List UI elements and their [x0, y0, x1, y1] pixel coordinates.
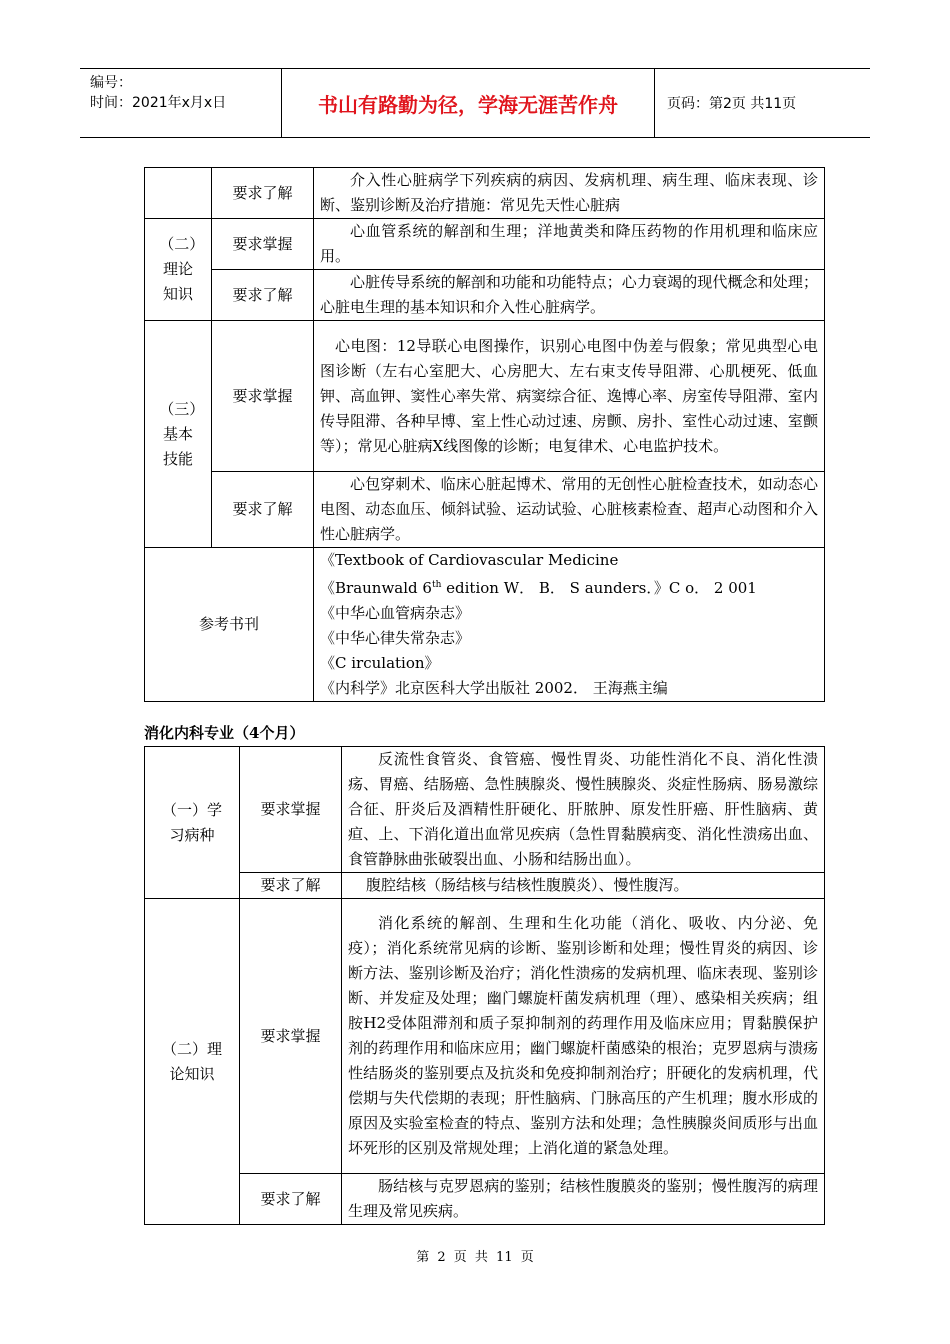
page-footer: 第 2 页 共 11 页	[416, 1250, 534, 1265]
requirement-cell: 要求掌握	[240, 747, 342, 873]
header-page-info: 页码：第2页 共11页	[667, 96, 797, 112]
content-cell: 心电图：12导联心电图操作，识别心电图中伪差与假象；常见典型心电图诊断（左右心室肥大、心房肥大、左右束支传导阻滞、心肌梗死、低血钾、高血钾、窦性心率失常、病窦综合征、逸博心率、房室传导阻滞、室内传导阻滞、各种早博、室上性心动过速、房颤、房扑、室性心动过速、室颤等）；常见心脏病X线图像的诊断；电复律术、心电监护技术。	[314, 321, 825, 472]
table-row	[145, 873, 825, 899]
content-cell: 肠结核与克罗恩病的鉴别；结核性腹膜炎的鉴别；慢性腹泻的病理生理及常见疾病。	[342, 1174, 825, 1225]
content-cell: 介入性心脏病学下列疾病的病因、发病机理、病生理、临床表现、诊断、鉴别诊断及治疗措施：常见先天性心脏病	[314, 168, 825, 219]
cardiology-table	[144, 167, 825, 702]
section-cell: （二）理论知识	[145, 219, 212, 321]
table-row	[145, 472, 825, 548]
content-cell: 反流性食管炎、食管癌、慢性胃炎、功能性消化不良、消化性溃疡、胃癌、结肠癌、急性胰腺炎、慢性胰腺炎、炎症性肠病、肠易激综合征、肝炎后及酒精性肝硬化、肝脓肿、原发性肝癌、肝性脑病、黄疸、上、下消化道出血常见疾病（急性胃黏膜病变、消化性溃疡出血、食管静脉曲张破裂出血、小肠和结肠出血）。	[342, 747, 825, 873]
superscript: th	[431, 580, 442, 590]
requirement-cell: 要求了解	[240, 1174, 342, 1225]
content-cell: 心血管系统的解剖和生理；洋地黄类和降压药物的作用机理和临床应用。	[314, 219, 825, 270]
content-cell: 心脏传导系统的解剖和功能和功能特点；心力衰竭的现代概念和处理；心脏电生理的基本知识和介入性心脏病学。	[314, 270, 825, 321]
reference-item: 《C irculation》	[320, 654, 440, 672]
reference-item: 《中华心血管病杂志》	[320, 604, 471, 622]
requirement-cell: 要求了解	[212, 472, 314, 548]
header-meta	[80, 69, 282, 137]
table-row	[145, 270, 825, 321]
serial-label: 编号：	[90, 75, 132, 91]
references-list	[314, 548, 825, 702]
table-row	[145, 321, 825, 472]
table-row	[145, 168, 825, 219]
content-cell: 心包穿刺术、临床心脏起博术、常用的无创性心脏检查技术，如动态心电图、动态血压、倾斜试验、运动试验、心脏核素检查、超声心动图和介入性心脏病学。	[314, 472, 825, 548]
reference-text: edition W． B． S aunders．》C o． 2 001	[441, 579, 757, 597]
requirement-cell: 要求掌握	[240, 899, 342, 1174]
date-line: 时间：2021年x月x日	[90, 95, 227, 111]
reference-item	[320, 573, 818, 601]
requirement-cell: 要求了解	[212, 168, 314, 219]
header-motto: 书山有路勤为径，学海无涯苦作舟	[282, 69, 655, 137]
section-cell: （一）学习病种	[145, 747, 240, 899]
table-row	[145, 899, 825, 1174]
content-cell: 腹腔结核（肠结核与结核性腹膜炎）、慢性腹泻。	[342, 873, 825, 899]
section-cell: （三）基本技能	[145, 321, 212, 548]
references-label: 参考书刊	[145, 548, 314, 702]
reference-item: 《中华心律失常杂志》	[320, 629, 471, 647]
requirement-cell: 要求掌握	[212, 321, 314, 472]
section-cell	[145, 168, 212, 219]
table-row	[145, 1174, 825, 1225]
requirement-cell: 要求了解	[212, 270, 314, 321]
table-row	[145, 747, 825, 873]
section-cell: （二）理论知识	[145, 899, 240, 1225]
page-header	[80, 68, 870, 138]
requirement-cell: 要求掌握	[212, 219, 314, 270]
table-row	[145, 548, 825, 702]
content-cell: 消化系统的解剖、生理和生化功能（消化、吸收、内分泌、免疫）；消化系统常见病的诊断、鉴别诊断和处理；慢性胃炎的病因、诊断方法、鉴别诊断及治疗；消化性溃疡的发病机理、临床表现、鉴别诊断、并发症及处理；幽门螺旋杆菌发病机理（理）、感染相关疾病；组胺H2受体阻滞剂和质子泵抑制剂的药理作用及临床应用；胃黏膜保护剂的药理作用和临床应用；幽门螺旋杆菌感染的根治；克罗恩病与溃疡性结肠炎的鉴别要点及抗炎和免疫抑制剂治疗；肝硬化的发病机理，代偿期与失代偿期的表现；肝性脑病、门脉高压的产生机理；腹水形成的原因及实验室检查的特点、鉴别方法和处理；急性胰腺炎间质形与出血坏死形的区别及常规处理；上消化道的紧急处理。	[342, 899, 825, 1174]
reference-item: 《Textbook of Cardiovascular Medicine	[320, 551, 619, 569]
table-row	[145, 219, 825, 270]
section-title: 消化内科专业（4个月）	[144, 724, 305, 742]
reference-item: 《内科学》北京医科大学出版社 2002． 王海燕主编	[320, 679, 668, 697]
gastro-table	[144, 746, 825, 1225]
requirement-cell: 要求了解	[240, 873, 342, 899]
reference-text: 《Braunwald 6	[320, 579, 432, 597]
